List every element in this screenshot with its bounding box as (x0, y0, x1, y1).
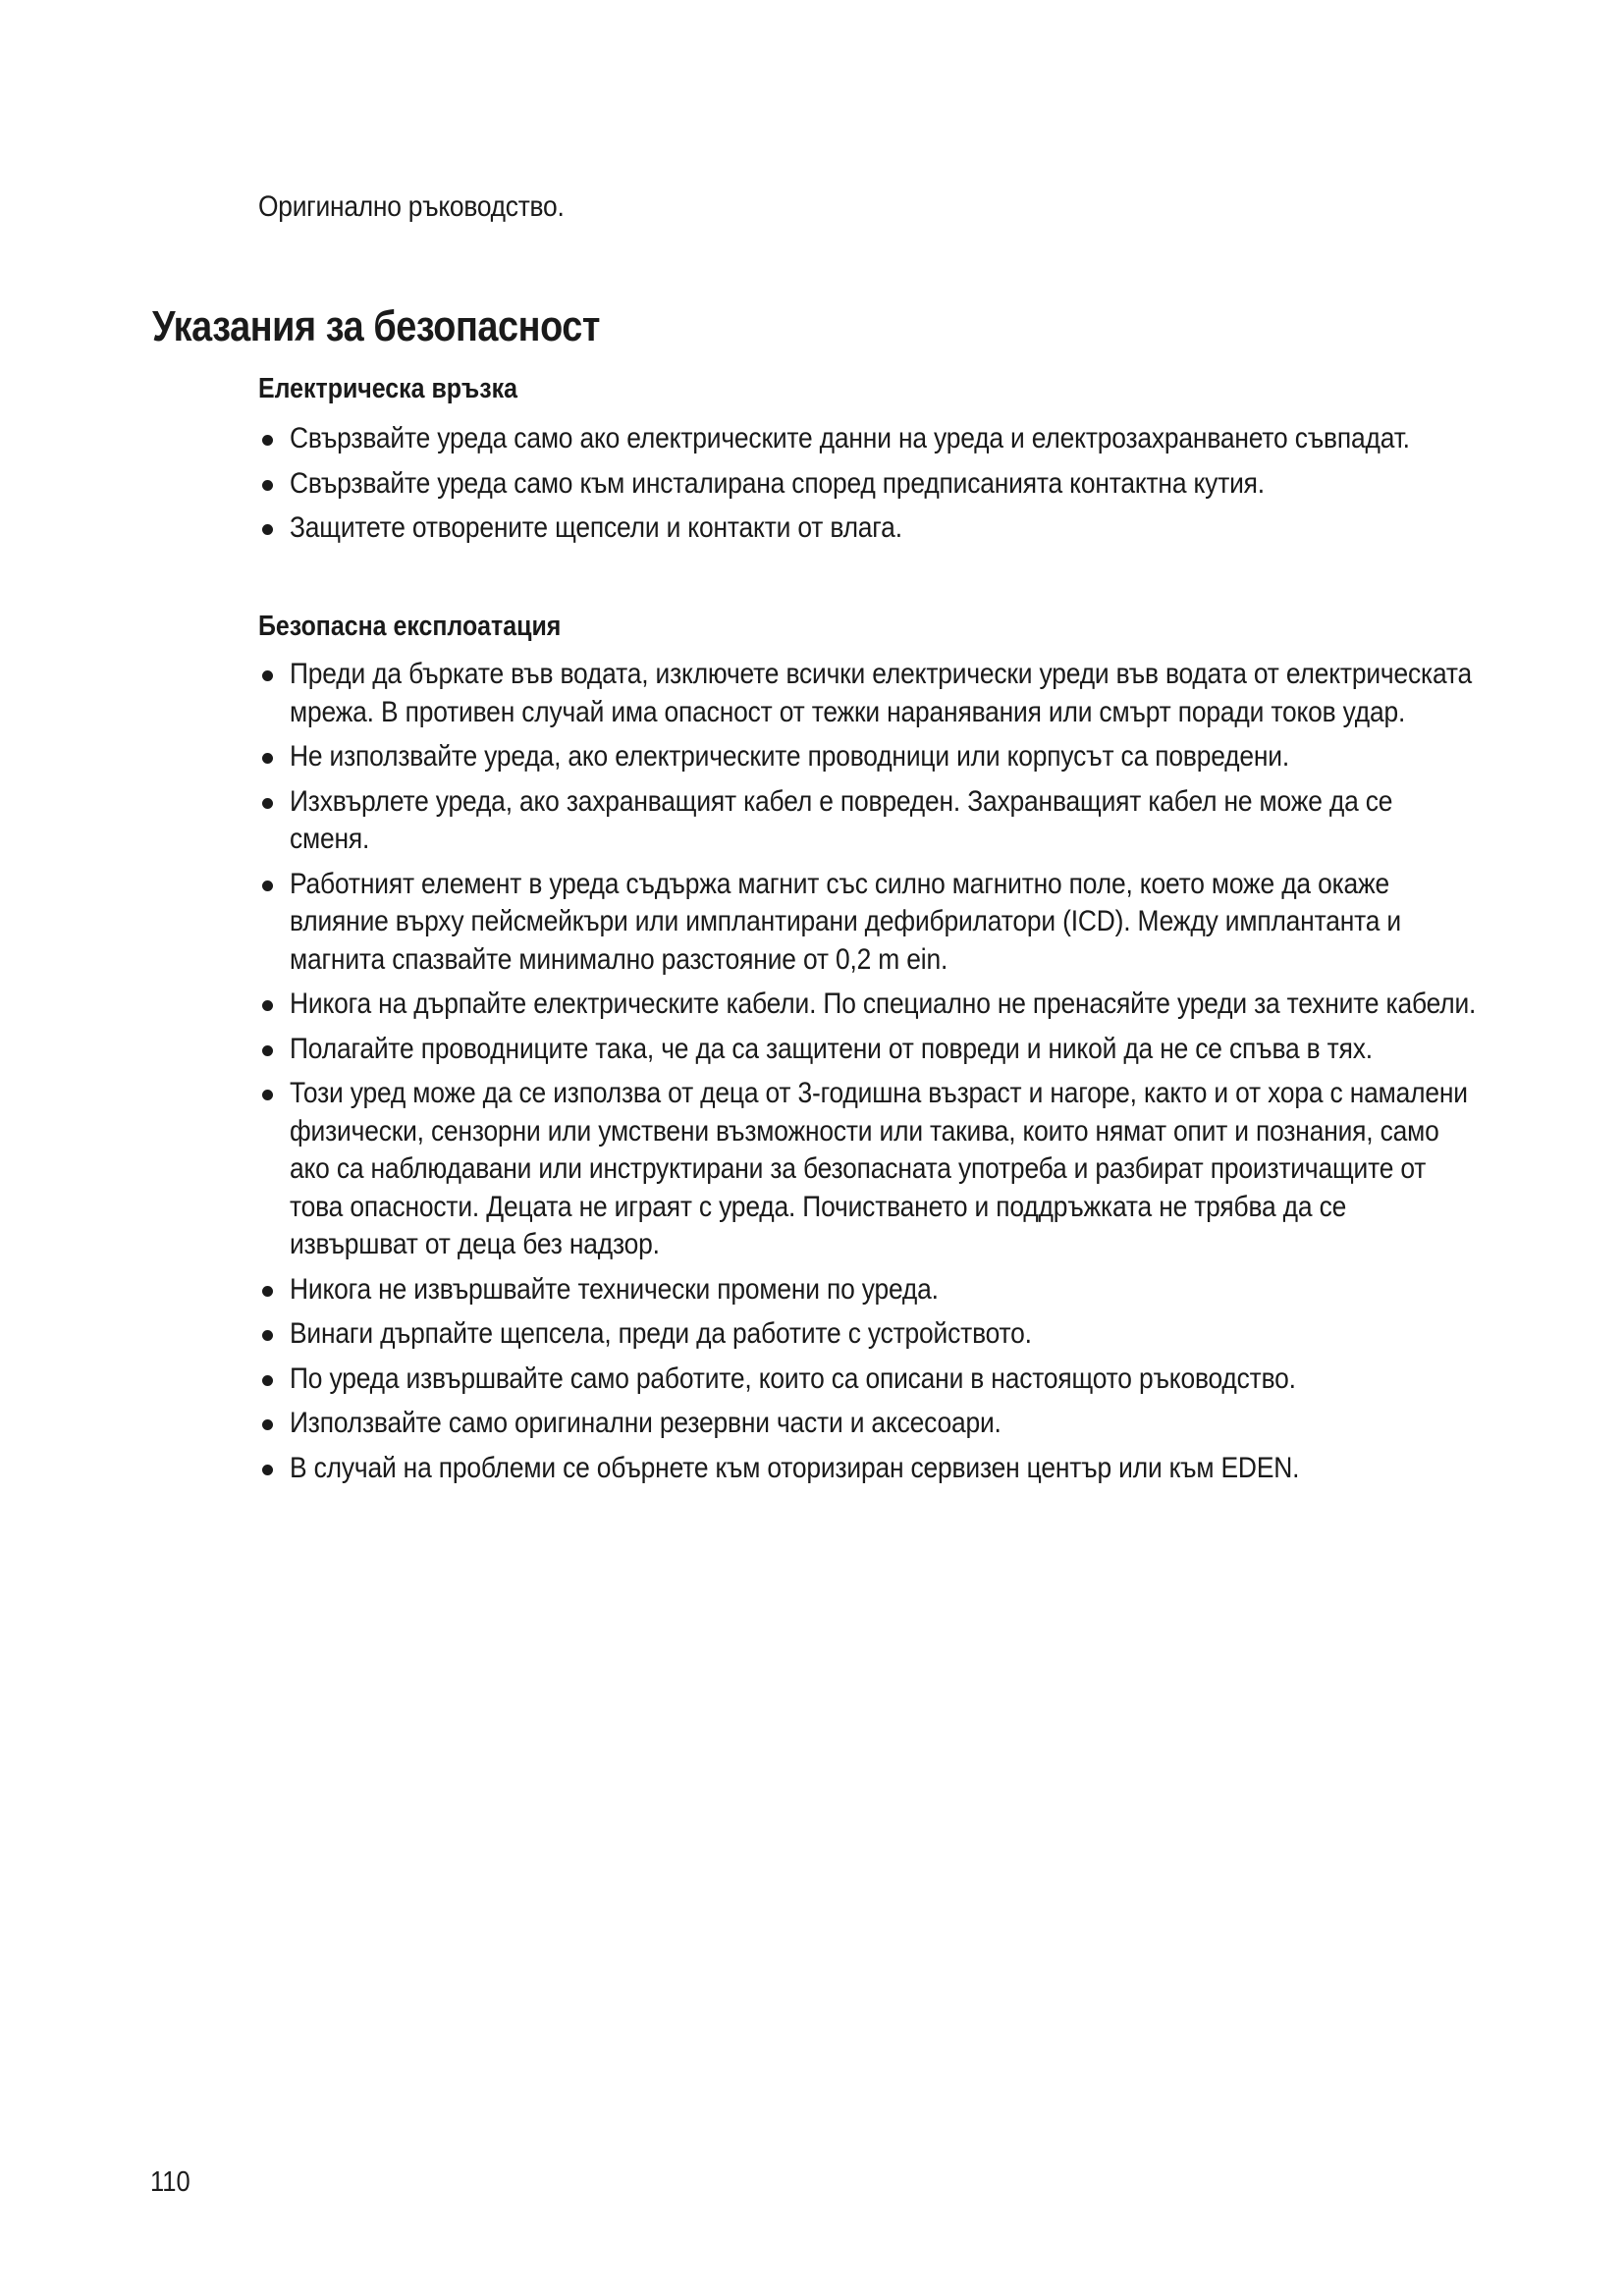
list-item-text: По уреда извършвайте само работите, които са описани в настоящото ръководство. (290, 1362, 1296, 1395)
list-item (258, 465, 1535, 504)
bullet-icon (262, 753, 273, 764)
list-item-text: В случай на проблеми се обърнете към оторизиран сервизен център или към EDEN. (290, 1451, 1300, 1484)
list-item (258, 1075, 1535, 1264)
bullet-icon (262, 1330, 273, 1341)
intro-text: Оригинално ръководство. (258, 190, 565, 223)
list-item-text: Винаги дърпайте щепсела, преди да работите с устройството. (290, 1317, 1032, 1350)
list-item-text: Преди да бъркате във водата, изключете всички електрически уреди във водата от електрическата мрежа. В противен случай има опасност от тежки наранявания или смърт поради токов удар. (290, 658, 1473, 728)
list-item-text: Изхвърлете уреда, ако захранващият кабел е повреден. Захранващият кабел не може да се сменя. (290, 784, 1393, 855)
list-item (258, 509, 1535, 548)
bullet-icon (262, 1419, 273, 1430)
list-item-text: Използвайте само оригинални резервни части и аксесоари. (290, 1407, 1001, 1439)
list-item (258, 1271, 1535, 1309)
bullet-icon (262, 1090, 273, 1100)
list-item-text: Този уред може да се използва от деца от 3-годишна възраст и нагоре, както и от хора с намалени физически, сензорни или умствени възможности или такива, които нямат опит и познания, само ако са наблюдавани или инструктирани за безопасната употреба и разбират произтичащите от това опасности. Децата не играят с уреда. Почистването и поддръжката не трябва да се извършват от деца без надзор. (290, 1077, 1468, 1260)
list-item-text: Работният елемент в уреда съдържа магнит със силно магнитно поле, което може да окаже влияние върху пейсмейкъри или имплантирани дефибрилатори (ICD). Между имплантанта и магнита спазвайте минимално разстояние от 0,2 m ein. (290, 867, 1401, 976)
list-item (258, 1450, 1535, 1488)
list-item-text: Свързвайте уреда само към инсталирана според предписанията контактна кутия. (290, 466, 1265, 500)
list-item (258, 1361, 1535, 1399)
bullet-icon (262, 480, 273, 491)
bullet-icon (262, 524, 273, 535)
list-item (258, 738, 1535, 776)
bullet-icon (262, 1045, 273, 1056)
bullet-icon (262, 1286, 273, 1297)
list-item (258, 656, 1535, 731)
list-item (258, 1405, 1535, 1443)
list-item (258, 1031, 1535, 1069)
section-heading: Електрическа връзка (258, 373, 517, 404)
list-item-text: Не използвайте уреда, ако електрическите проводници или корпусът са повредени. (290, 740, 1290, 773)
section-safe-operation (258, 611, 1535, 1494)
list-item-text: Никога не извършвайте технически промени по уреда. (290, 1272, 939, 1306)
section-electrical-connection (258, 373, 1535, 555)
bullet-icon (262, 1465, 273, 1475)
list-item (258, 866, 1535, 980)
list-item-text: Никога на дърпайте електрическите кабели. По специално не пренасяйте уреди за техните кабели. (290, 988, 1477, 1020)
bullet-list (258, 656, 1535, 1487)
list-item-text: Полагайте проводниците така, че да са защитени от повреди и никой да не се спъва в тях. (290, 1032, 1373, 1065)
bullet-icon (262, 1375, 273, 1386)
page-title: Указания за безопасност (152, 302, 600, 350)
bullet-icon (262, 798, 273, 809)
bullet-icon (262, 435, 273, 446)
bullet-icon (262, 670, 273, 681)
list-item-text: Защитете отворените щепсели и контакти от влага. (290, 511, 902, 544)
list-item-text: Свързвайте уреда само ако електрическите данни на уреда и електрозахранването съвпадат. (290, 422, 1410, 454)
list-item (258, 420, 1535, 458)
bullet-icon (262, 1000, 273, 1011)
list-item (258, 1315, 1535, 1354)
list-item (258, 783, 1535, 859)
page-number: 110 (150, 2166, 190, 2198)
list-item (258, 986, 1535, 1024)
bullet-icon (262, 881, 273, 891)
bullet-list (258, 420, 1535, 548)
section-heading: Безопасна експлоатация (258, 611, 562, 642)
